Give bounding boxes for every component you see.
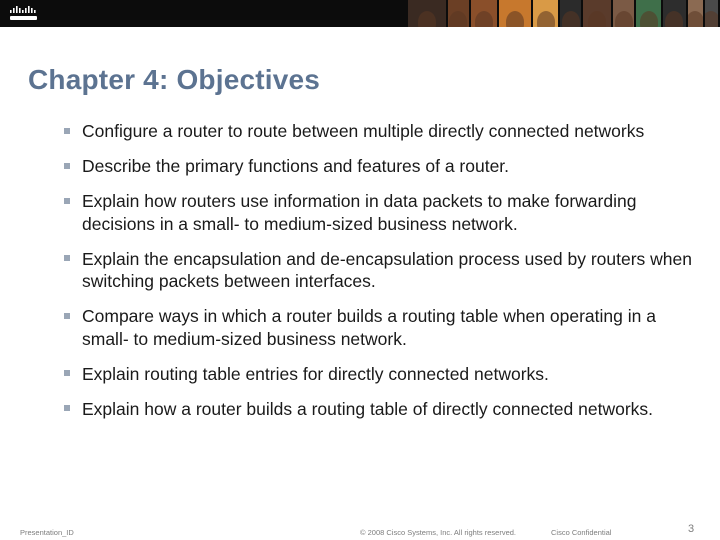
objective-item [63, 398, 703, 421]
objective-text: Explain the encapsulation and de-encapsulation process used by routers when switching packets between interfaces. [82, 248, 692, 291]
objective-text: Compare ways in which a router builds a routing table when operating in a small- to medium-sized business network. [82, 306, 656, 349]
header-photo [663, 0, 686, 27]
footer-copyright: © 2008 Cisco Systems, Inc. All rights reserved. [360, 528, 517, 537]
bullet-square-icon [64, 128, 70, 134]
person-photo-icon [665, 11, 683, 27]
header-photo [583, 0, 611, 27]
bullet-square-icon [64, 370, 70, 376]
objectives-list [63, 120, 703, 433]
bullet-square-icon [64, 313, 70, 319]
objective-text: Describe the primary functions and features of a router. [82, 156, 510, 176]
objective-text: Explain how routers use information in data packets to make forwarding decisions in a small- to medium-sized business network. [82, 191, 637, 234]
person-photo-icon [418, 11, 436, 27]
header-photo [471, 0, 498, 27]
person-photo-icon [449, 11, 467, 27]
header-photo [636, 0, 661, 27]
footer-confidential: Cisco Confidential [551, 528, 612, 537]
person-photo-icon [588, 11, 606, 27]
header-photo-strip [408, 0, 720, 27]
header-photo [705, 0, 718, 27]
header-photo [448, 0, 469, 27]
person-photo-icon [705, 11, 718, 27]
header-photo [533, 0, 558, 27]
person-photo-icon [562, 11, 580, 27]
header-photo [408, 0, 446, 27]
slide-title: Chapter 4: Objectives [28, 64, 321, 95]
person-photo-icon [537, 11, 555, 27]
header-photo [560, 0, 581, 27]
bullet-square-icon [64, 198, 70, 204]
person-photo-icon [475, 11, 493, 27]
header-photo [499, 0, 531, 27]
objective-text: Configure a router to route between multiple directly connected networks [82, 121, 645, 141]
objective-text: Explain routing table entries for directly connected networks. [82, 363, 549, 384]
page-number: 3 [688, 523, 695, 535]
objective-item [63, 120, 703, 143]
header-bar [0, 0, 720, 27]
header-photo [688, 0, 703, 27]
person-photo-icon [640, 11, 658, 27]
person-photo-icon [615, 11, 633, 27]
objective-item [63, 363, 703, 386]
objective-item [63, 305, 703, 350]
bullet-square-icon [64, 405, 70, 411]
header-photo [613, 0, 634, 27]
objective-text: Explain how a router builds a routing table of directly connected networks. [82, 398, 654, 419]
bullet-square-icon [64, 163, 70, 169]
cisco-logo-icon [9, 4, 41, 24]
objective-item [63, 155, 703, 178]
bullet-square-icon [64, 255, 70, 261]
footer-presentation-id: Presentation_ID [20, 528, 74, 537]
objective-item [63, 248, 703, 293]
person-photo-icon [688, 11, 703, 27]
person-photo-icon [506, 11, 524, 27]
objective-item [63, 190, 703, 235]
